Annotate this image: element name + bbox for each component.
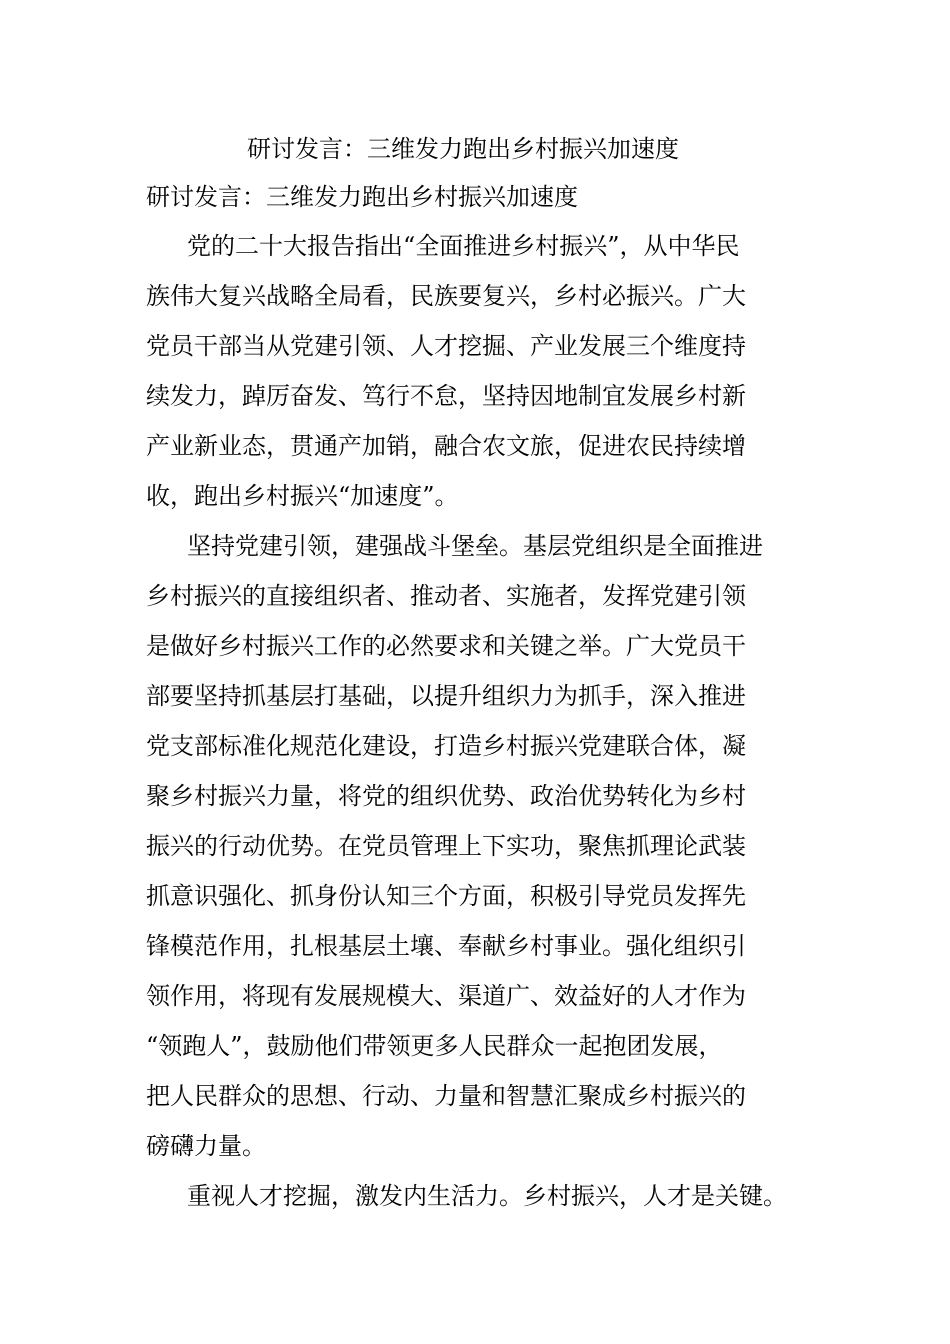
document-subtitle: 研讨发言：三维发力跑出乡村振兴加速度 xyxy=(146,183,578,211)
paragraph-line: 把人民群众的思想、行动、力量和智慧汇聚成乡村振兴的 xyxy=(146,1082,746,1110)
paragraph-line: 磅礴力量。 xyxy=(146,1132,266,1160)
paragraph-line: 是做好乡村振兴工作的必然要求和关键之举。广大党员干 xyxy=(146,632,746,660)
paragraph-line: 部要坚持抓基层打基础，以提升组织力为抓手，深入推进 xyxy=(146,682,746,710)
document-title: 研讨发言：三维发力跑出乡村振兴加速度 xyxy=(247,135,679,163)
paragraph-line: 振兴的行动优势。在党员管理上下实功，聚焦抓理论武装 xyxy=(146,832,746,860)
paragraph-line: 族伟大复兴战略全局看，民族要复兴，乡村必振兴。广大 xyxy=(146,282,746,310)
document-page xyxy=(146,125,826,1221)
paragraph-line: 重视人才挖掘，激发内生活力。乡村振兴，人才是关键。 xyxy=(187,1182,787,1210)
paragraph-line: “领跑人”，鼓励他们带领更多人民群众一起抱团发展， xyxy=(146,1032,723,1060)
paragraph-line: 锋模范作用，扎根基层土壤、奉献乡村事业。强化组织引 xyxy=(146,932,746,960)
paragraph-talent xyxy=(146,1171,826,1221)
paragraph-intro xyxy=(146,221,826,521)
paragraph-party-building xyxy=(146,521,826,1171)
paragraph-line: 党的二十大报告指出“全面推进乡村振兴”，从中华民 xyxy=(187,232,740,260)
paragraph-line: 领作用，将现有发展规模大、渠道广、效益好的人才作为 xyxy=(146,982,746,1010)
paragraph-line: 聚乡村振兴力量，将党的组织优势、政治优势转化为乡村 xyxy=(146,782,746,810)
paragraph-line: 产业新业态，贯通产加销，融合农文旅，促进农民持续增 xyxy=(146,432,746,460)
paragraph-line: 续发力，踔厉奋发、笃行不怠，坚持因地制宜发展乡村新 xyxy=(146,382,746,410)
paragraph-line: 抓意识强化、抓身份认知三个方面，积极引导党员发挥先 xyxy=(146,882,746,910)
paragraph-line: 乡村振兴的直接组织者、推动者、实施者，发挥党建引领 xyxy=(146,582,746,610)
paragraph-line: 收，跑出乡村振兴“加速度”。 xyxy=(146,482,459,510)
paragraph-line: 党员干部当从党建引领、人才挖掘、产业发展三个维度持 xyxy=(146,332,746,360)
paragraph-line: 党支部标准化规范化建设，打造乡村振兴党建联合体，凝 xyxy=(146,732,746,760)
paragraph-line: 坚持党建引领，建强战斗堡垒。基层党组织是全面推进 xyxy=(187,532,763,560)
